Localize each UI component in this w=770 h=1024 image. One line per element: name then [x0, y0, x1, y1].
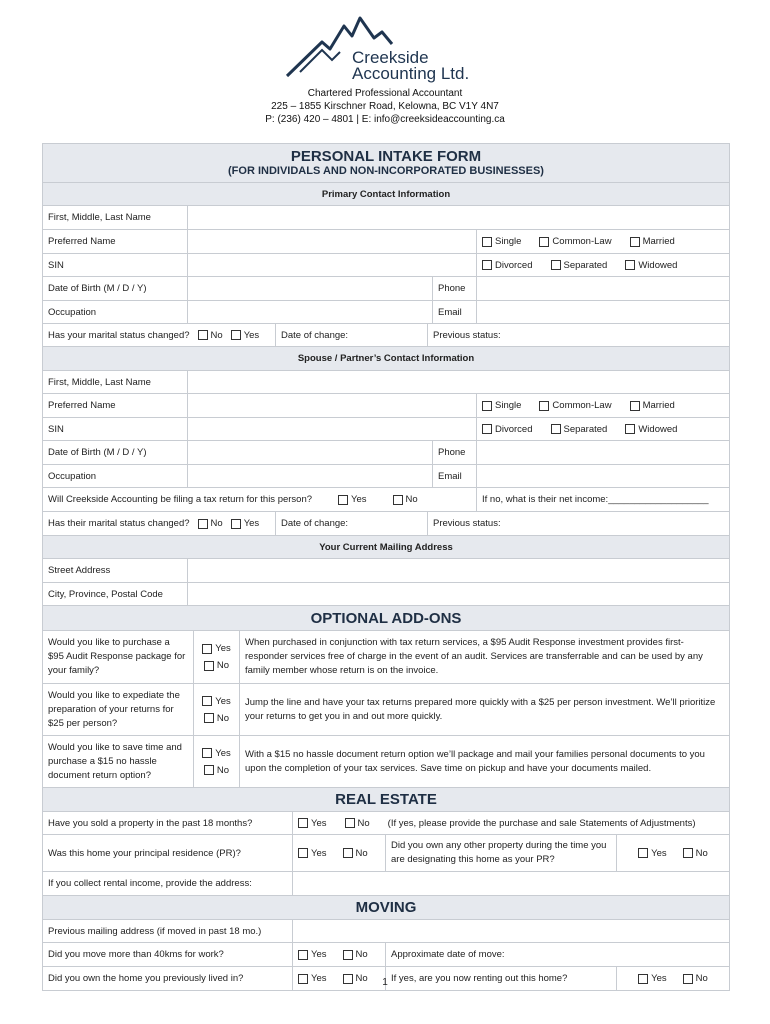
expedite-yes-checkbox[interactable]: Yes	[202, 696, 231, 707]
primary-occupation-field[interactable]	[187, 301, 432, 323]
expedite-no-checkbox[interactable]: No	[204, 713, 229, 724]
page-number: 1	[382, 977, 388, 988]
spouse-single-checkbox[interactable]: Single	[482, 400, 521, 411]
divorced-checkbox[interactable]: Divorced	[482, 260, 533, 271]
rental-address-field[interactable]	[292, 872, 729, 895]
spouse-dob-field[interactable]	[187, 441, 432, 464]
primary-preferred-field[interactable]	[187, 230, 476, 253]
mailing-address-header: Your Current Mailing Address	[43, 535, 729, 558]
pr-yes-checkbox[interactable]: Yes	[298, 848, 327, 859]
single-checkbox[interactable]: Single	[482, 236, 521, 247]
forty-yes-checkbox[interactable]: Yes	[298, 949, 327, 960]
renting-no-checkbox[interactable]: No	[683, 973, 708, 984]
spouse-widowed-checkbox[interactable]: Widowed	[625, 424, 677, 435]
firm-contact: P: (236) 420 – 4801 | E: info@creeksideaccounting.ca	[265, 114, 505, 125]
filing-yes-checkbox[interactable]: Yes	[338, 494, 367, 505]
spouse-marital-change-row: Has their marital status changed? No Yes Date of change: Previous status:	[43, 511, 729, 535]
form-subtitle: (FOR INDIVIDALS AND NON-INCORPORATED BUSINESSES)	[228, 165, 544, 177]
sold-no-checkbox[interactable]: No	[345, 818, 370, 829]
spouse-filing-row: Will Creekside Accounting be filing a tax return for this person? Yes No If no, what is their net income:___________________	[43, 487, 729, 511]
addon-row: Would you like to save time and purchase a $15 no hassle document return option? Yes No With a $15 no hassle document return option we’ll package and mail your families personal documents to you upon the completion of your tax services. Save time on pickup and have your documents mailed.	[43, 735, 729, 787]
owned-yes-checkbox[interactable]: Yes	[298, 973, 327, 984]
filing-no-checkbox[interactable]: No	[393, 494, 418, 505]
widowed-checkbox[interactable]: Widowed	[625, 260, 677, 271]
primary-marital-change-row: Has your marital status changed? No Yes Date of change: Previous status:	[43, 323, 729, 346]
primary-dob-field[interactable]	[187, 277, 432, 300]
previous-address-row: Previous mailing address (if moved in past 18 mo.)	[43, 919, 729, 942]
forty-km-row: Did you move more than 40kms for work? Yes No Approximate date of move:	[43, 942, 729, 966]
spouse-married-checkbox[interactable]: Married	[630, 400, 675, 411]
primary-name-row: First, Middle, Last Name	[43, 205, 729, 229]
intake-form	[42, 143, 730, 991]
pr-row: Was this home your principal residence (PR)? Yes No Did you own any other property during the time you are designating this home as your PR? Yes No	[43, 834, 729, 871]
spouse-divorced-checkbox[interactable]: Divorced	[482, 424, 533, 435]
spouse-sin-field[interactable]	[187, 418, 476, 440]
spouse-common-law-checkbox[interactable]: Common-Law	[539, 400, 611, 411]
primary-name-field[interactable]	[187, 206, 729, 229]
other-yes-checkbox[interactable]: Yes	[638, 848, 667, 859]
spouse-contact-header: Spouse / Partner’s Contact Information	[43, 346, 729, 370]
primary-dob-row: Date of Birth (M / D / Y) Phone	[43, 276, 729, 300]
primary-phone-field[interactable]	[476, 277, 729, 300]
spouse-email-field[interactable]	[476, 465, 729, 487]
firm-subtitle: Chartered Professional Accountant	[307, 88, 463, 99]
audit-yes-checkbox[interactable]: Yes	[202, 643, 231, 654]
real-estate-header: REAL ESTATE	[43, 787, 729, 811]
marital-changed-no-checkbox[interactable]: No	[198, 330, 223, 341]
pr-no-checkbox[interactable]: No	[343, 848, 368, 859]
audit-no-checkbox[interactable]: No	[204, 660, 229, 671]
logo-text-line1: Creekside	[352, 48, 429, 67]
married-checkbox[interactable]: Married	[630, 236, 675, 247]
primary-email-field[interactable]	[476, 301, 729, 323]
optional-addons-header: OPTIONAL ADD-ONS	[43, 605, 729, 630]
spouse-occupation-field[interactable]	[187, 465, 432, 487]
rental-row: If you collect rental income, provide the address:	[43, 871, 729, 895]
sold-yes-checkbox[interactable]: Yes	[298, 818, 327, 829]
street-field[interactable]	[187, 559, 729, 582]
spouse-marital-no-checkbox[interactable]: No	[198, 518, 223, 529]
separated-checkbox[interactable]: Separated	[551, 260, 608, 271]
primary-sin-field[interactable]	[187, 254, 476, 276]
owned-no-checkbox[interactable]: No	[343, 973, 368, 984]
addon-row: Would you like to purchase a $95 Audit Response package for your family? Yes No When purchased in conjunction with tax return services, a $95 Audit Response investment provides first-responder services free of charge in the event of an audit. Services are transferrable and can be used by any family member whose return is on the invoice.	[43, 630, 729, 683]
previous-address-field[interactable]	[292, 920, 729, 942]
city-field[interactable]	[187, 583, 729, 605]
addon-row: Would you like to expediate the preparation of your returns for $25 per person? Yes No Jump the line and have your tax returns prepared more quickly with a $25 per person investment. We’ll prioritize your returns to get you in and out more quickly.	[43, 683, 729, 735]
letterhead	[0, 0, 770, 140]
spouse-dob-row: Date of Birth (M / D / Y) Phone	[43, 440, 729, 464]
city-row: City, Province, Postal Code	[43, 582, 729, 605]
form-title-block	[43, 144, 729, 182]
owned-home-row: Did you own the home you previously lived in? Yes No If yes, are you now renting out this home? Yes No	[43, 966, 729, 990]
spouse-name-field[interactable]	[187, 371, 729, 393]
spouse-phone-field[interactable]	[476, 441, 729, 464]
spouse-sin-row: SIN Divorced Separated Widowed	[43, 417, 729, 440]
other-no-checkbox[interactable]: No	[683, 848, 708, 859]
spouse-marital-yes-checkbox[interactable]: Yes	[231, 518, 260, 529]
spouse-name-row: First, Middle, Last Name	[43, 370, 729, 393]
spouse-preferred-field[interactable]	[187, 394, 476, 417]
forty-no-checkbox[interactable]: No	[343, 949, 368, 960]
renting-yes-checkbox[interactable]: Yes	[638, 973, 667, 984]
street-row: Street Address	[43, 558, 729, 582]
spouse-preferred-row: Preferred Name Single Common-Law Married	[43, 393, 729, 417]
moving-header: MOVING	[43, 895, 729, 919]
form-title: PERSONAL INTAKE FORM	[290, 148, 482, 165]
common-law-checkbox[interactable]: Common-Law	[539, 236, 611, 247]
firm-address: 225 – 1855 Kirschner Road, Kelowna, BC V1Y 4N7	[271, 101, 499, 112]
spouse-separated-checkbox[interactable]: Separated	[551, 424, 608, 435]
primary-preferred-row: Preferred Name Single Common-Law Married	[43, 229, 729, 253]
primary-contact-header: Primary Contact Information	[43, 182, 729, 205]
primary-sin-row: SIN Divorced Separated Widowed	[43, 253, 729, 276]
doc-return-no-checkbox[interactable]: No	[204, 765, 229, 776]
sold-row: Have you sold a property in the past 18 months? Yes No (If yes, please provide the purchase and sale Statements of Adjustments)	[43, 811, 729, 834]
logo-text-line2: Accounting Ltd.	[352, 64, 470, 83]
doc-return-yes-checkbox[interactable]: Yes	[202, 748, 231, 759]
spouse-occupation-row: Occupation Email	[43, 464, 729, 487]
marital-changed-yes-checkbox[interactable]: Yes	[231, 330, 260, 341]
primary-occupation-row: Occupation Email	[43, 300, 729, 323]
